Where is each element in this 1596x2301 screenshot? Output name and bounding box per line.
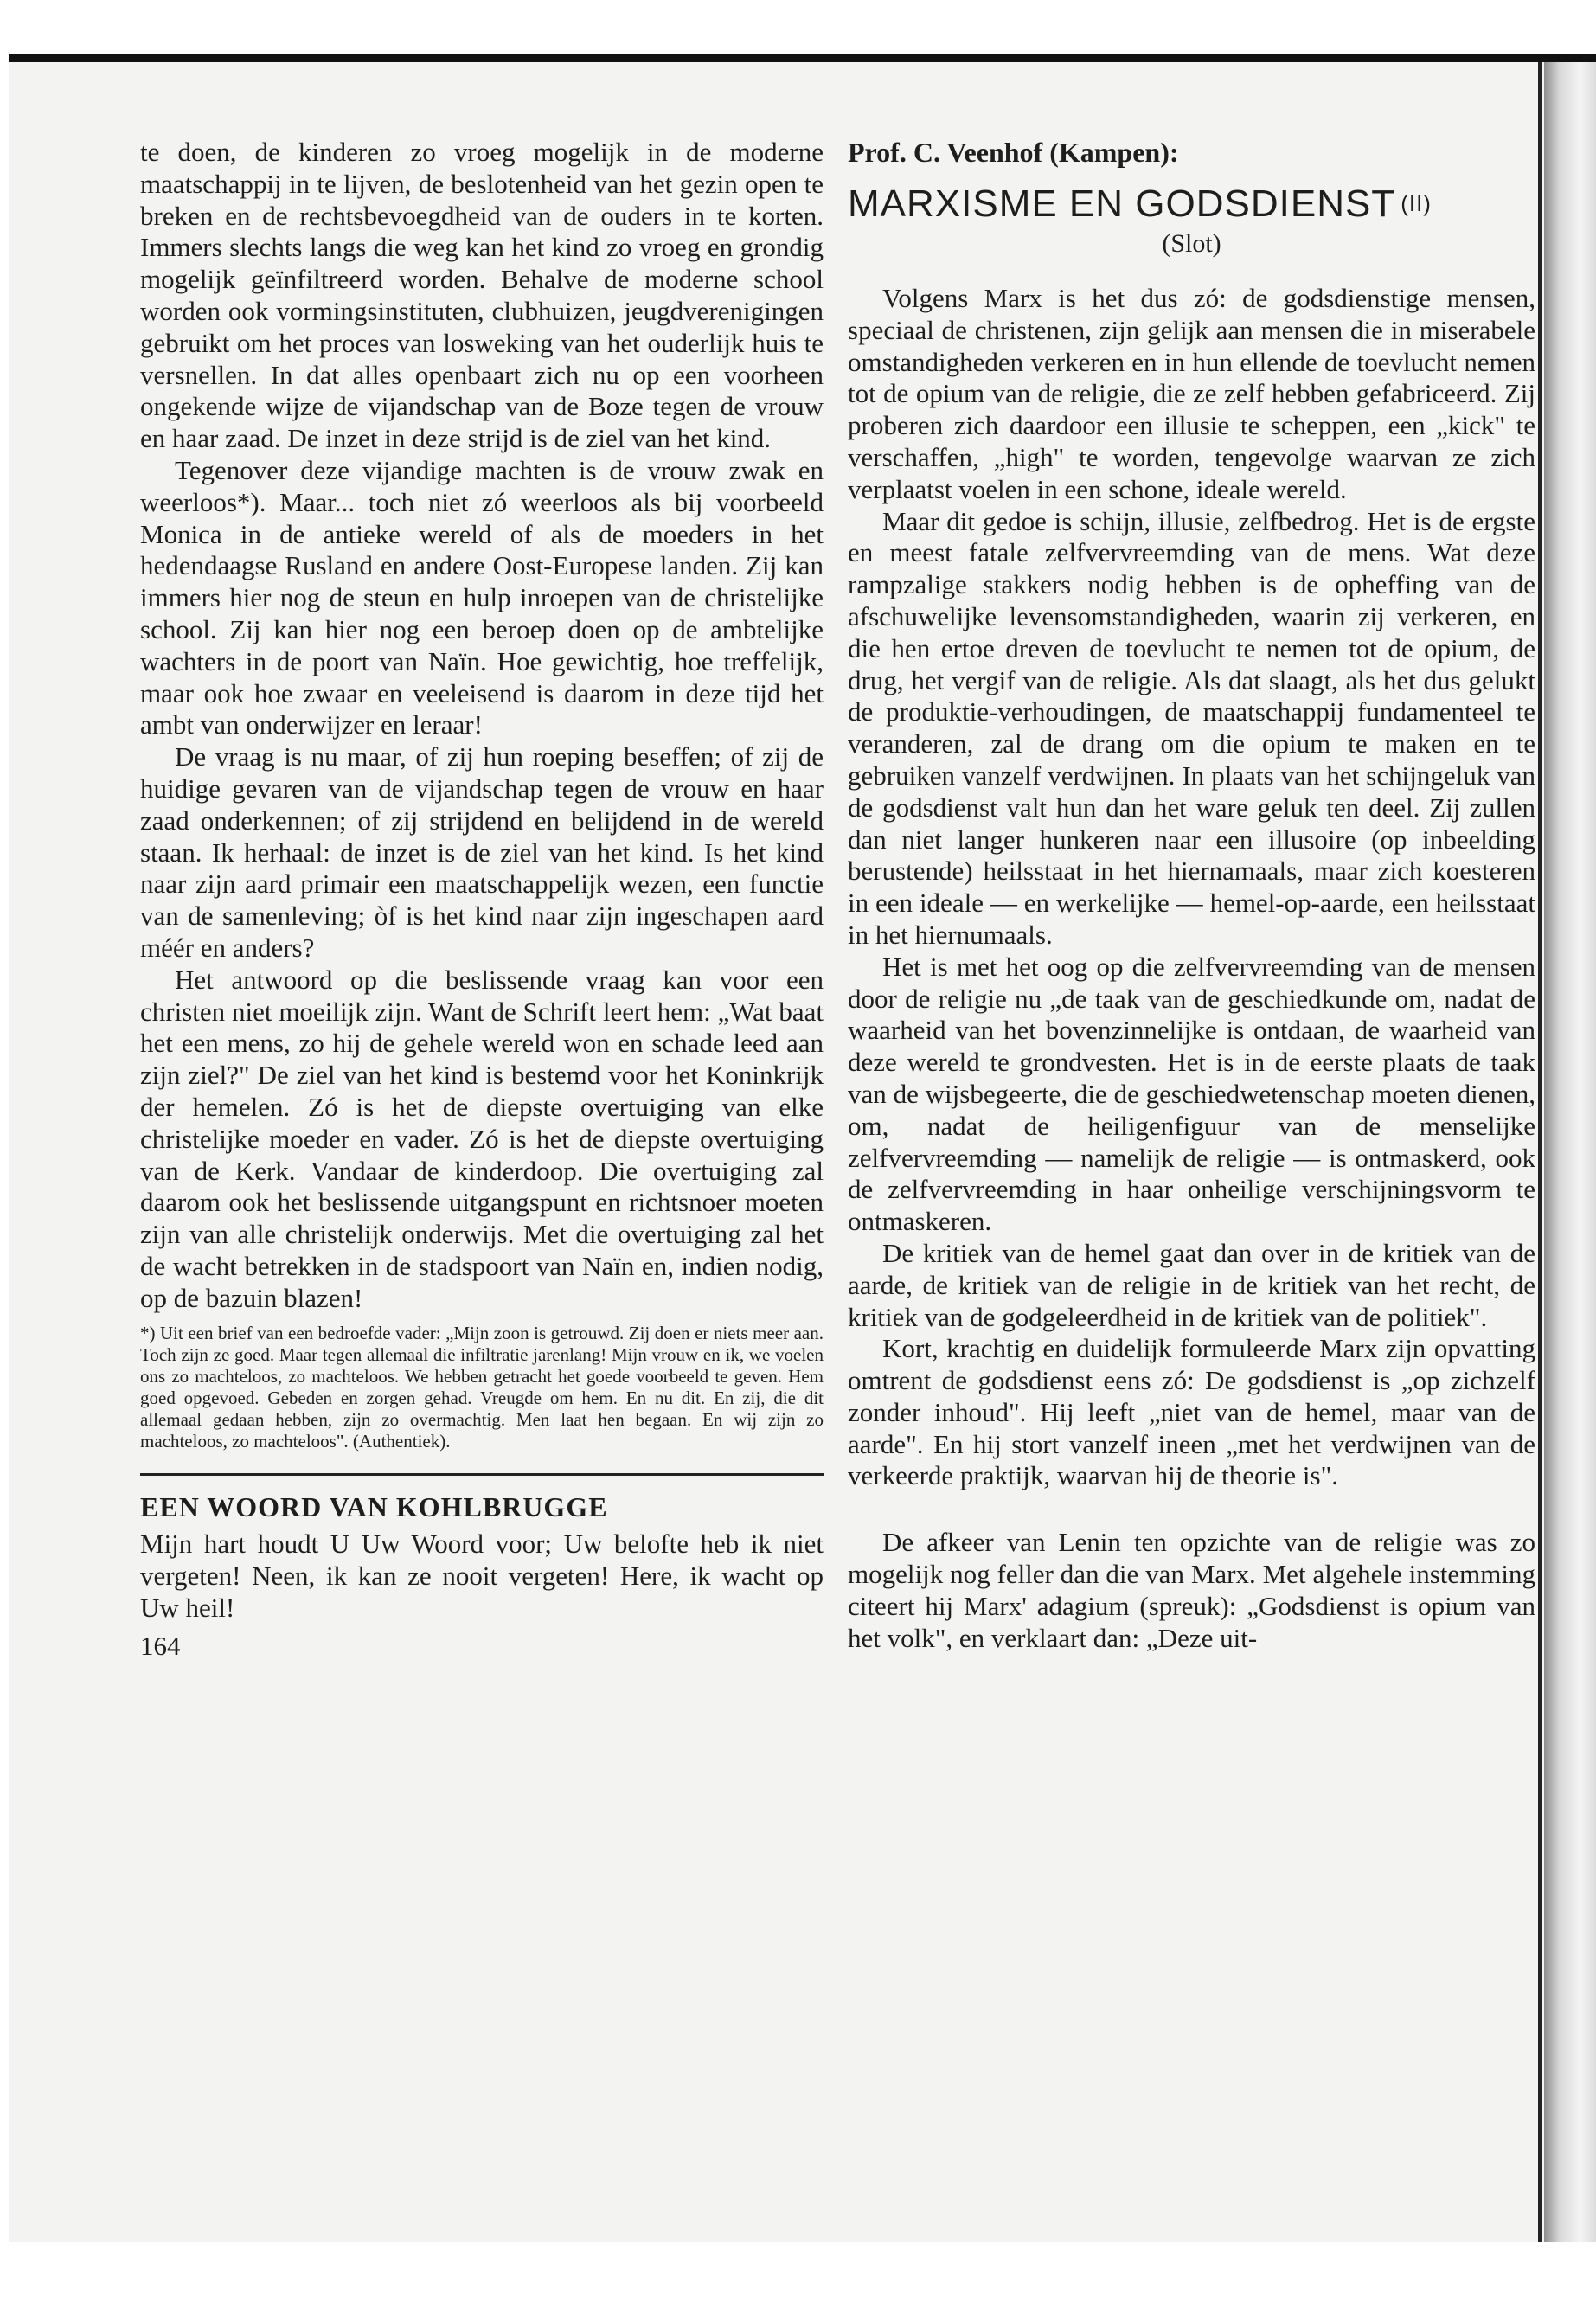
left-paragraph: te doen, de kinderen zo vroeg mogelijk in de moderne maatschappij in te lijven, de beslotenheid van het gezin open te breken en de rechtsbevoegdheid van de ouders in te korten. Immers slechts langs die weg kan het kind zo vroeg en grondig mogelijk geïnfiltreerd worden. Behalve de moderne school worden ook vormingsinstituten, clubhuizen, jeugdverenigingen gebruikt om het proces van losweking van het ouderlijk huis te versnellen. In dat alles openbaart zich nu op een voorheen ongekende wijze de vijandschap van de Boze tegen de vrouw en haar zaad. De inzet in deze strijd is de ziel van het kind. <box>140 137 824 454</box>
right-paragraph: Volgens Marx is het dus zó: de godsdienstige mensen, speciaal de christenen, zijn gelijk aan mensen die in miserabele omstandigheden verkeren en in hun ellende de toevlucht nemen tot de opium van de religie, die ze zelf hebben gefabriceerd. Zij proberen zich daardoor een illusie te scheppen, een „kick" te verschaffen, „high" te worden, tengevolge waarvan ze zich verplaatst voelen in een schone, ideale wereld. <box>848 283 1535 504</box>
right-paragraph: Maar dit gedoe is schijn, illusie, zelfbedrog. Het is de ergste en meest fatale zelfvervreemding van de mens. Wat deze rampzalige stakkers nodig hebben is de opheffing van de afschuwelijke levensomstandigheden, waarin zij verkeren, en die hen ertoe dreven de toevlucht te nemen tot de opium, de drug, het vergif van de religie. Als dat slaagt, als het dus gelukt de produktie-verhoudingen, de maatschappij fundamenteel te veranderen, zal de drang om die opium te maken en te gebruiken vanzelf verdwijnen. In plaats van het schijngeluk van de godsdienst valt hun dan het ware geluk ten deel. Zij zullen dan niet langer hunkeren naar een illusoire (op inbeelding berustende) heilsstaat in het hiernamaals, maar zich koesteren in een ideale — en werkelijke — hemel-op-aarde, een heilsstaat in het hiernumaals. <box>848 505 1535 950</box>
box-text: Mijn hart houdt U Uw Woord voor; Uw belofte heb ik niet vergeten! Neen, ik kan ze nooit vergeten! Here, ik wacht op Uw heil! <box>140 1528 824 1623</box>
article-title-line <box>848 183 1535 226</box>
box-heading: EEN WOORD VAN KOHLBRUGGE <box>140 1490 608 1522</box>
right-paragraph: De kritiek van de hemel gaat dan over in de kritiek van de aarde, de kritiek van de religie in de kritiek van het recht, de kritiek van de godgeleerdheid in de kritiek van de politiek". <box>848 1237 1535 1332</box>
right-paragraph: Kort, krachtig en duidelijk formuleerde Marx zijn opvatting omtrent de godsdienst eens zó: De godsdienst is „op zichzelf zonder inhoud". Hij leeft „niet van de hemel, maar van de aarde". En hij stort vanzelf ineen „met het verdwijnen van de verkeerde praktijk, waarvan hij de theorie is". <box>848 1333 1535 1491</box>
right-paragraph: Het is met het oog op die zelfvervreemding van de mensen door de religie nu „de taak van de geschiedkunde om, nadat de waarheid van het bovenzinnelijke is ontdaan, de waarheid van deze wereld te grondvesten. Het is in de eerste plaats de taak van de wijsbegeerte, die de geschiedwetenschap moeten dienen, om, nadat de heiligenfiguur van de menselijke zelfvervreemding — namelijk de religie — is ontmaskerd, ook de zelfvervreemding in haar onheilige verschijningsvorm te ontmaskeren. <box>848 951 1535 1237</box>
binding-spine <box>1544 62 1596 2242</box>
article-author: Prof. C. Veenhof (Kampen): <box>848 137 1179 168</box>
left-paragraph: Het antwoord op die beslissende vraag kan voor een christen niet moeilijk zijn. Want de Schrift leert hem: „Wat baat het een mens, zo hij de gehele wereld won en schade leed aan zijn ziel?" De ziel van het kind is bestemd voor het Koninkrijk der hemelen. Zó is het de diepste overtuiging van elke christelijke moeder en vader. Zó is het de diepste overtuiging van de Kerk. Vandaar de kinderdoop. Die overtuiging zal daarom ook het beslissende uitgangspunt en richtsnoer moeten zijn van alle christelijk onderwijs. Met die overtuiging zal het de wacht betrekken in de stadspoort van Naïn en, indien nodig, op de bazuin blazen! <box>140 964 824 1313</box>
article-title: MARXISME EN GODSDIENST <box>848 183 1396 225</box>
paragraph-gap <box>848 1492 1535 1527</box>
article-subtitle: (Slot) <box>1162 229 1221 258</box>
scanned-page <box>9 54 1596 2242</box>
page-number: 164 <box>140 1631 181 1662</box>
scan-top-edge <box>9 54 1596 62</box>
divider <box>140 1473 824 1476</box>
footnote: *) Uit een brief van een bedroefde vader: „Mijn zoon is getrouwd. Zij doen er niets meer aan. Toch zijn ze goed. Maar tegen allemaal die infiltratie jarenlang! Mijn vrouw en ik, we voelen ons zo machteloos, zo machteloos. We hebben getracht het goede voorbeeld te geven. Hem goed opgevoed. Gebeden en zorgen gehad. Vreugde om hem. En nu dit. En zij, die dit allemaal gedaan hebben, zijn zo overmachtig. Men laat hen begaan. En wij zijn zo machteloos, zo machteloos". (Authentiek). <box>140 1323 824 1452</box>
left-paragraph: Tegenover deze vijandige machten is de vrouw zwak en weerloos*). Maar... toch niet zó weerloos als bij voorbeeld Monica in de antieke wereld of als de moeders in het hedendaagse Rusland en andere Oost-Europese landen. Zij kan immers hier nog de steun en hulp inroepen van de christelijke school. Zij kan hier nog een beroep doen op de ambtelijke wachters in de poort van Naïn. Hoe gewichtig, hoe treffelijk, maar ook hoe zwaar en veeleisend is daarom in deze tijd het ambt van onderwijzer en leraar! <box>140 454 824 740</box>
right-column <box>848 137 1535 1654</box>
left-paragraph: De vraag is nu maar, of zij hun roeping beseffen; of zij de huidige gevaren van de vijandschap tegen de vrouw en haar zaad onderkennen; of zij strijdend en belijdend in de wereld staan. Ik herhaal: de inzet is de ziel van het kind. Is het kind naar zijn aard primair een maatschappelijk wezen, een functie van de samenleving; òf is het kind naar zijn ingeschapen aard méér en anders? <box>140 741 824 963</box>
binding-line <box>1538 62 1542 2242</box>
article-part: (II) <box>1401 190 1432 216</box>
left-column <box>140 137 824 1662</box>
right-paragraph: De afkeer van Lenin ten opzichte van de religie was zo mogelijk nog feller dan die van Marx. Met algehele instemming citeert hij Marx' adagium (spreuk): „Godsdienst is opium van het volk", en verklaart dan: „Deze uit- <box>848 1527 1535 1653</box>
